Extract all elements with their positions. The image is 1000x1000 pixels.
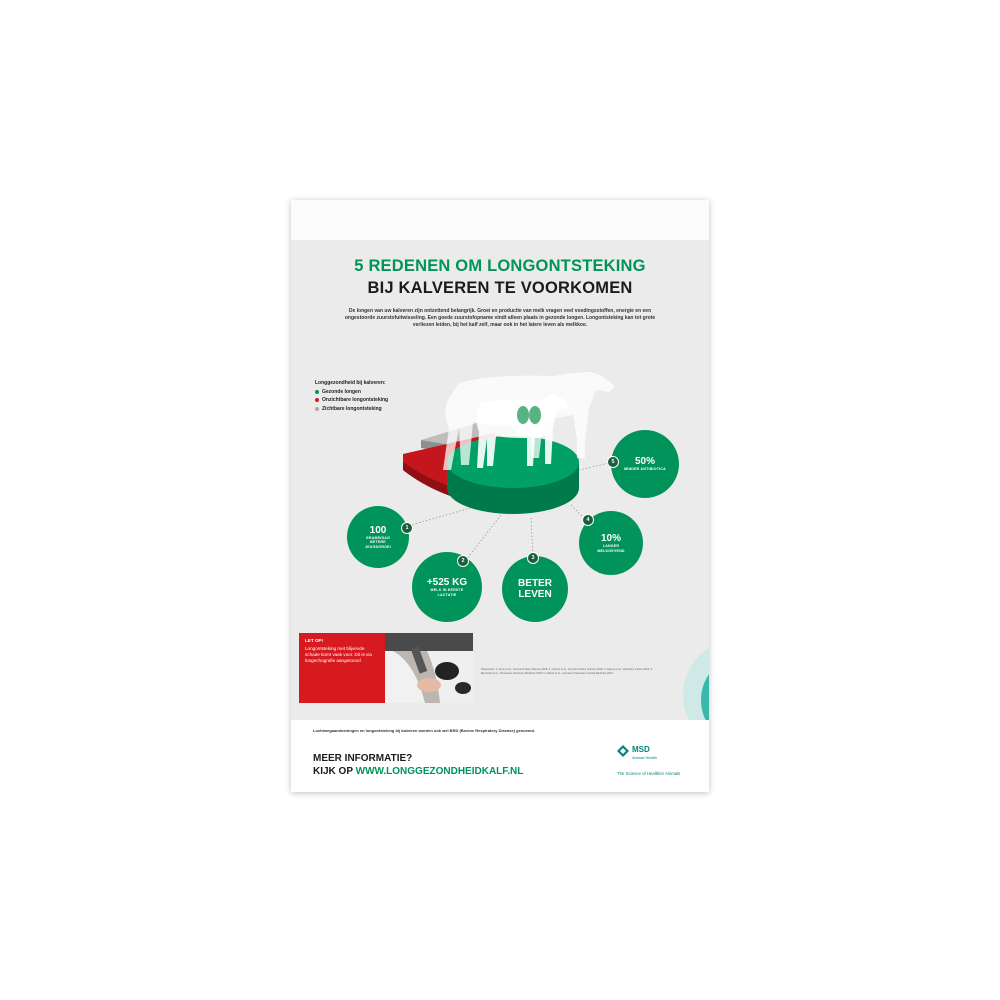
reason-circle-1 bbox=[347, 506, 409, 568]
visit-line bbox=[313, 766, 523, 777]
warning-box bbox=[299, 633, 385, 703]
references: Referenties: 1. Dunn et al., Journal of Dairy Science 2018; 2. Cramer et al., Journal of Dairy Science 2020; 3. Adams et al., Veterinary Clinics 2019; 4. Buczinski et al., Preventive Veterinary Medicine 2018; 5. Ollivett et al., Journal of Veterinary Internal Medicine 2015. bbox=[481, 668, 653, 675]
reason-number-5: 5 bbox=[607, 456, 619, 468]
warning-text: Longontsteking met blijvende schade komt vaak voor. Dit is via longechografie aangetoond bbox=[305, 646, 372, 663]
warning-heading: LET OP! bbox=[305, 638, 324, 643]
reason-circle-2 bbox=[412, 552, 482, 622]
reason-number-4: 4 bbox=[582, 514, 594, 526]
visit-prefix: KIJK OP bbox=[313, 766, 353, 777]
msd-logo-icon bbox=[617, 745, 629, 757]
reason-value: 100 bbox=[369, 524, 387, 536]
reason-text: LANGER MELKGEVEND bbox=[597, 544, 625, 553]
brand-subtitle: Animal Health bbox=[632, 755, 657, 760]
title-line-1: 5 REDENEN OM LONGONTSTEKING bbox=[354, 257, 646, 275]
reason-text: MINDER ANTIBIOTICA bbox=[624, 467, 666, 472]
legend-label: Gezonde longen bbox=[322, 388, 361, 395]
reason-text: MELK IN EERSTE LACTATIE bbox=[430, 588, 464, 597]
brand-name: MSD bbox=[632, 745, 650, 754]
reason-number-3: 3 bbox=[527, 552, 539, 564]
poster bbox=[291, 200, 709, 792]
legend-label: Onzichtbare longontsteking bbox=[322, 397, 389, 403]
website-link[interactable]: WWW.LONGGEZONDHEIDKALF.NL bbox=[355, 766, 524, 777]
reason-circle-3 bbox=[502, 556, 568, 622]
reason-value: BETER LEVEN bbox=[518, 578, 552, 600]
more-info-heading: MEER INFORMATIE? bbox=[313, 753, 413, 764]
brand-tagline: The Science of Healthier Animals bbox=[617, 771, 681, 776]
ultrasound-photo bbox=[385, 633, 473, 703]
intro-text: De longen van uw kalveren zijn ontzettend belangrijk. Groei en productie van melk vragen veel voedingsstoffen, energie en een ongestoorde zuurstofuitwisseling. Een goede zuurstofopname vindt alleen plaats in gezonde longen. Longontsteking kan tot grote verliezen leiden, bij het kalf zelf, maar ook in het latere leven als melkkoe. bbox=[344, 308, 656, 328]
reason-number-1: 1 bbox=[401, 522, 413, 534]
legend-label: Zichtbare longontsteking bbox=[322, 405, 382, 412]
reason-value: 50% bbox=[634, 456, 655, 468]
reason-value: +525 KG bbox=[426, 577, 468, 588]
footer-disclaimer: Luchtwegaandoeningen en longontsteking bij kalveren worden ook wel BRD (Bovine Respiratory Disease) genoemd. bbox=[313, 728, 536, 733]
legend-title: Longgezondheid bij kalveren: bbox=[315, 380, 386, 386]
reason-number-2: 2 bbox=[457, 555, 469, 567]
title-line-2: BIJ KALVEREN TE VOORKOMEN bbox=[367, 279, 633, 297]
reason-text: GRAMS/DAG BETERE JEUGDGROEI bbox=[365, 535, 391, 549]
reason-value: 10% bbox=[600, 533, 621, 544]
reason-circle-5 bbox=[611, 430, 679, 498]
